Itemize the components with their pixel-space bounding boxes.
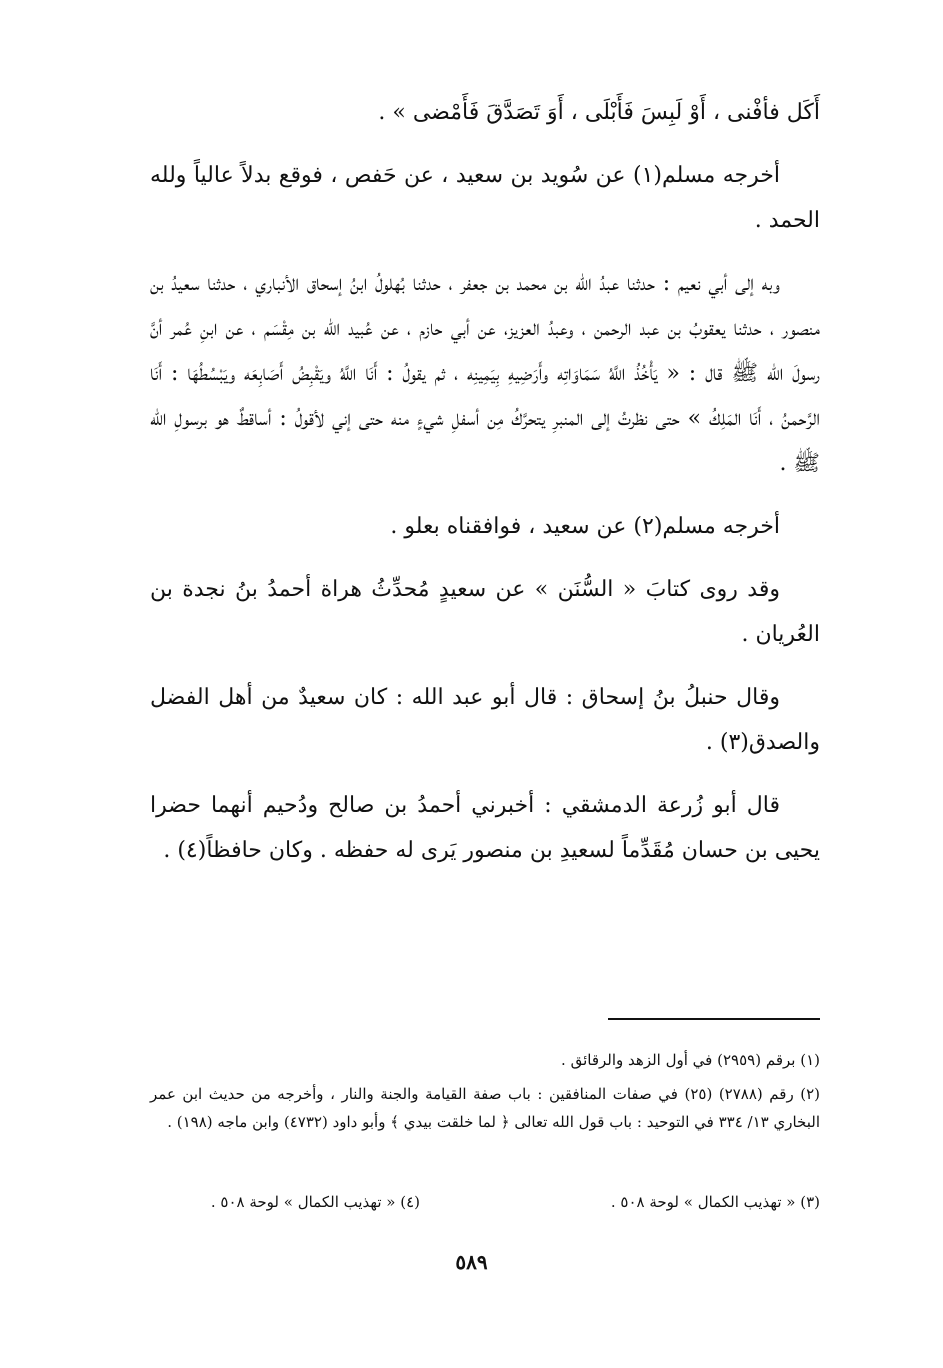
footnote-4: (٤) « تهذيب الكمال » لوحة ٥٠٨ . xyxy=(210,1193,420,1211)
paragraph-7: قال أبو زُرعة الدمشقي : أخبرني أحمدُ بن صالح ودُحيم أنهما حضرا يحيى بن حسان مُقَدِّماً لسعيدِ بن منصور يَرى له حفظه . وكان حافظاً(٤) . xyxy=(150,793,820,863)
paragraph-1: أَكَل فأفْنى ، أَوْ لَبِسَ فَأَبْلَى ، أَوَ تَصَدَّقَ فَأَمْضى » . xyxy=(378,100,820,125)
footnote-3: (٣) « تهذيب الكمال » لوحة ٥٠٨ . xyxy=(610,1193,820,1211)
main-text xyxy=(150,90,820,891)
footnote-1: (١) برقم (٢٩٥٩) في أول الزهد والرقائق . xyxy=(561,1051,820,1069)
footnote-row xyxy=(150,1188,820,1216)
paragraph-4: أخرجه مسلم(٢) عن سعيد ، فوافقناه بعلو . xyxy=(390,514,780,539)
paragraph-2: أخرجه مسلم(١) عن سُويد بن سعيد ، عن حَفص ، فوقع بدلاً عالياً ولله الحمد . xyxy=(150,163,820,233)
page-number: ٥٨٩ xyxy=(455,1250,488,1274)
paragraph-5: وقد روى كتابَ « السُّنَن » عن سعيدٍ مُحدِّثُ هراة أحمدُ بنُ نجدة بن العُريان . xyxy=(150,577,820,647)
footnote-2: (٢) رقم (٢٧٨٨) (٢٥) في صفات المنافقين : باب صفة القيامة والجنة والنار ، وأخرجه من حديث ابن عمر البخاري ١٣/ ٣٣٤ في التوحيد : باب قول الله تعالى ﴿ لما خلقت بيدي ﴾ وأبو داود (٤٧٣٢) وابن ماجه (١٩٨) . xyxy=(150,1085,820,1131)
paragraph-6: وقال حنبلُ بنُ إسحاق : قال أبو عبد الله : كان سعيدٌ من أهل الفضل والصدق(٣) . xyxy=(150,685,820,755)
paragraph-3: وبه إلى أبي نعيم : حدثنا عبدُ الله بن محمد بن جعفر ، حدثنا بُهلولُ ابنُ إسحاق الأنباري ، حدثنا سعيدُ بن منصور ، حدثنا يعقوبُ بن عبد الرحمن ، وعبدُ العزيز، عن أبي حازم ، عن عُبيد الله بن مِقْسَم ، عن ابنِ عُمر أنَّ رسولَ الله ﷺ قال : « يَأْخُذُ اللَّهُ سَمَاوَاتِه وأَرَضِيهِ بِيَمِينِه ، ثم يقولُ : أَنَا اللَّهُ ويَقْبِضُ أَصَابِعَه ويَبْسُطُهَا : أَنَا الرَّحمنُ ، أَنَا المَلِكُ » حتى نظرتُ إلى المنبرِ يتحرَّكُ مِن أسفلِ شيءٍ منه حتى إني لأقولُ : أساقطٌ هو برسولِ الله ﷺ . xyxy=(150,271,820,476)
footnote-divider xyxy=(608,1018,820,1020)
